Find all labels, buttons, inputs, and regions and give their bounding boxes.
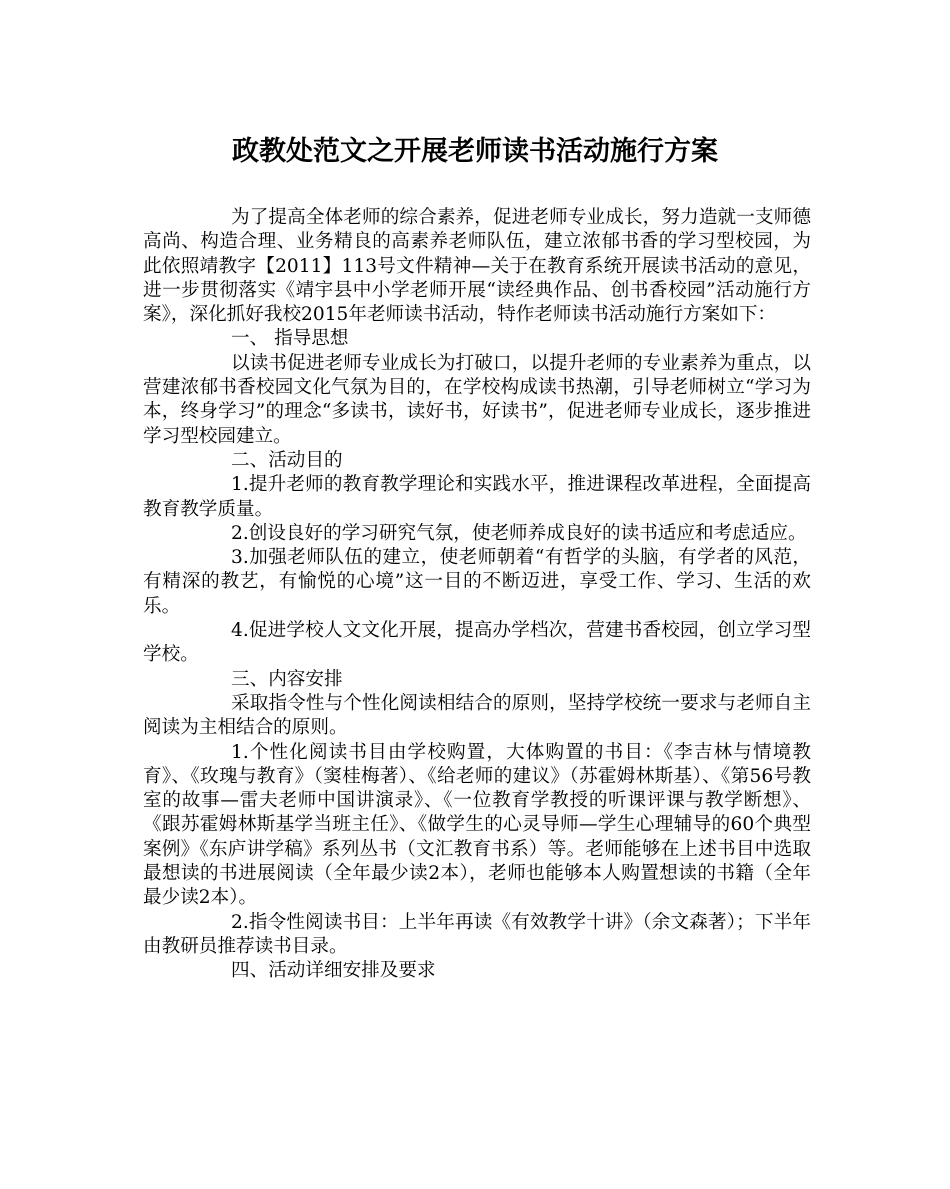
guiding-thought-paragraph: 以读书促进老师专业成长为打破口，以提升老师的专业素养为重点，以营建浓郁书香校园文化气氛为目的，在学校构成读书热潮，引导老师树立“学习为本，终身学习”的理念“多读书，读好书，好读书”，促进老师专业成长，逐步推进学习型校园建立。 bbox=[143, 352, 811, 447]
goal-item-4: 4.促进学校人文文化开展，提高办学档次，营建书香校园，创立学习型学校。 bbox=[143, 620, 811, 666]
section-heading-detailed-arrangement: 四、活动详细安排及要求 bbox=[231, 960, 436, 982]
intro-paragraph: 为了提高全体老师的综合素养，促进老师专业成长，努力造就一支师德高尚、构造合理、业务精良的高素养老师队伍，建立浓郁书香的学习型校园，为此依照靖教字【2011】113号文件精神—关于在教育系统开展读书活动的意见，进一步贯彻落实《靖宇县中小学老师开展“读经典作品、创书香校园”活动施行方案》，深化抓好我校2015年老师读书活动，特作老师读书活动施行方案如下： bbox=[143, 207, 811, 326]
document-title: 政教处范文之开展老师读书活动施行方案 bbox=[232, 136, 718, 167]
section-heading-content-arrangement: 三、内容安排 bbox=[231, 668, 343, 690]
goal-item-3: 3.加强老师队伍的建立，使老师朝着“有哲学的头脑，有学者的风范，有精深的教艺，有愉悦的心境”这一目的不断迈进，享受工作、学习、生活的欢乐。 bbox=[143, 547, 811, 617]
goal-item-2: 2.创设良好的学习研究气氛，使老师养成良好的读书适应和考虑适应。 bbox=[231, 522, 807, 544]
content-arrangement-paragraph: 采取指令性与个性化阅读相结合的原则，坚持学校统一要求与老师自主阅读为主相结合的原则。 bbox=[143, 692, 811, 739]
goal-item-1: 1.提升老师的教育教学理论和实践水平，推进课程改革进程，全面提高教育教学质量。 bbox=[143, 474, 811, 520]
content-item-1: 1.个性化阅读书目由学校购置，大体购置的书目：《李吉林与情境教育》、《玫瑰与教育》（窦桂梅著）、《给老师的建议》（苏霍姆林斯基）、《第56号教室的故事—雷夫老师中国讲演录》、《一位教育学教授的听课评课与教学断想》、《跟苏霍姆林斯基学当班主任》、《做学生的心灵导师—学生心理辅导的60个典型案例》《东庐讲学稿》系列丛书（文汇教育书系）等。老师能够在上述书目中选取最想读的书进展阅读（全年最少读2本），老师也能够本人购置想读的书籍（全年最少读2本）。 bbox=[143, 741, 811, 909]
document-body bbox=[143, 206, 811, 984]
content-item-2: 2.指令性阅读书目：上半年再读《有效教学十讲》（余文森著）；下半年由教研员推荐读书目录。 bbox=[143, 911, 811, 957]
section-heading-activity-goals: 二、活动目的 bbox=[231, 449, 343, 471]
section-heading-guiding-thought: 一、 指导思想 bbox=[231, 328, 349, 350]
